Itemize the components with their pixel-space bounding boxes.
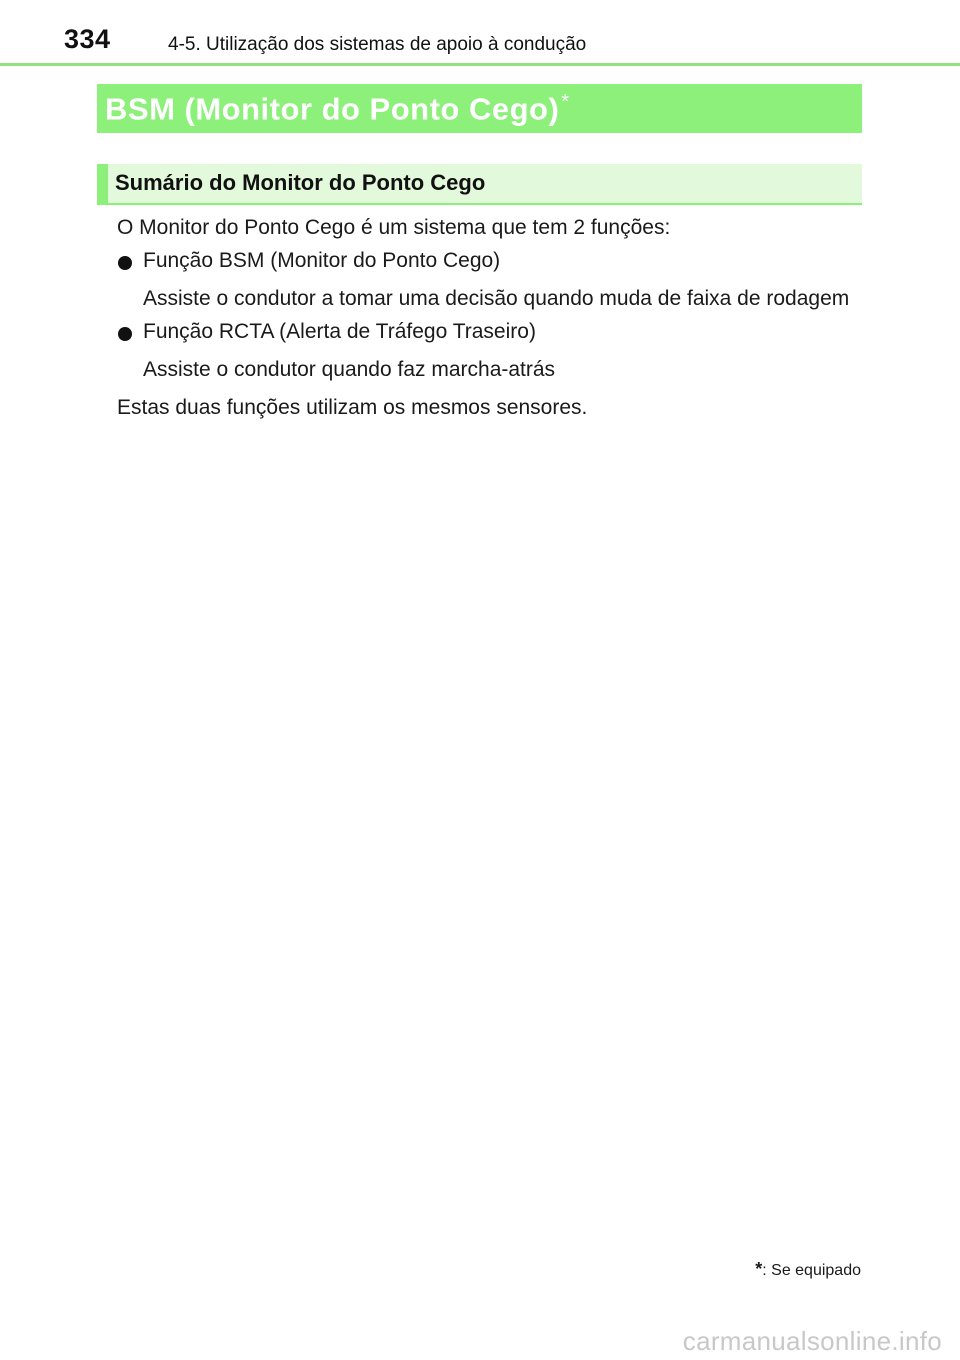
- list-item-description: Assiste o condutor quando faz marcha-atrás: [143, 358, 556, 381]
- footnote: [755, 1259, 861, 1280]
- list-item-label: Função RCTA (Alerta de Tráfego Traseiro): [143, 320, 536, 343]
- list-item-description: Assiste o condutor a tomar uma decisão quando muda de faixa de rodagem: [143, 287, 850, 310]
- bullet-icon: [118, 327, 132, 341]
- section-title-bar: [97, 164, 862, 205]
- footnote-marker: *: [755, 1259, 763, 1279]
- footnote-text: : Se equipado: [762, 1262, 861, 1279]
- page-header: [0, 0, 960, 66]
- page-number: 334: [64, 24, 111, 54]
- equipped-marker: *: [561, 91, 570, 113]
- section-title-accent: [97, 164, 108, 203]
- main-title-text: BSM (Monitor do Ponto Cego): [105, 91, 560, 127]
- intro-text: O Monitor do Ponto Cego é um sistema que tem 2 funções:: [117, 216, 671, 239]
- chapter-title: 4-5. Utilização dos sistemas de apoio à condução: [168, 34, 587, 55]
- watermark: carmanualsonline.info: [682, 1326, 942, 1356]
- main-title-bar: [97, 84, 862, 133]
- bullet-icon: [118, 256, 132, 270]
- main-title: [105, 91, 570, 127]
- list-item-label: Função BSM (Monitor do Ponto Cego): [143, 249, 501, 272]
- section-title: Sumário do Monitor do Ponto Cego: [115, 170, 486, 195]
- closing-text: Estas duas funções utilizam os mesmos sensores.: [117, 396, 588, 419]
